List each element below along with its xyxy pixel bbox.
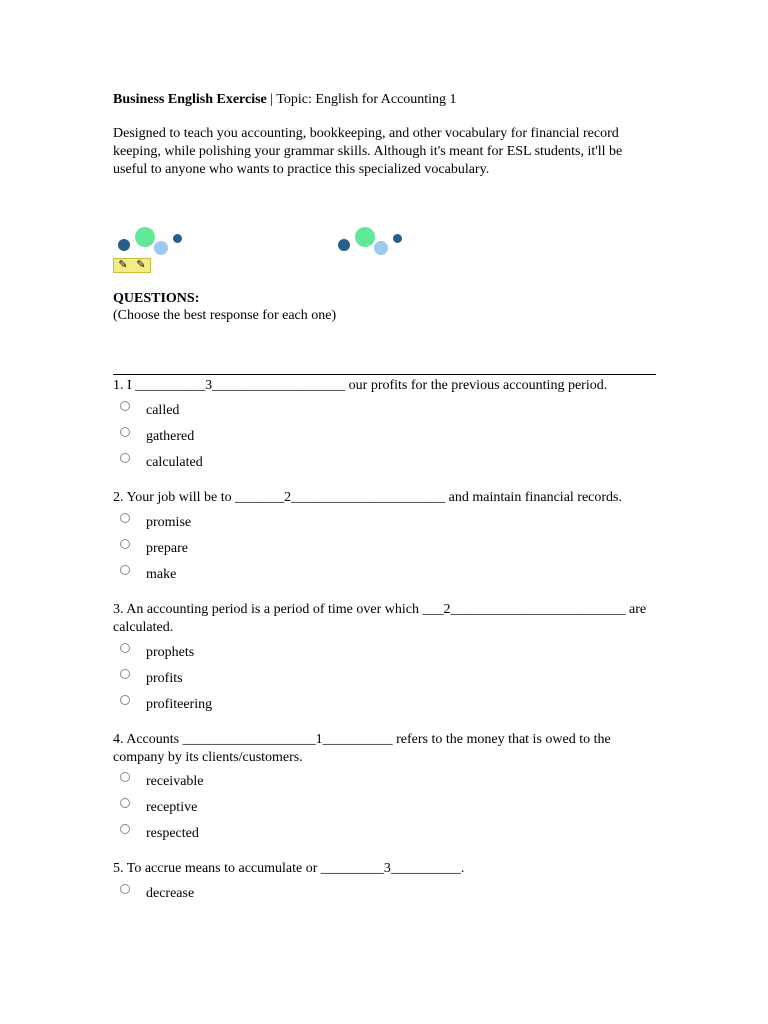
option-label: prophets xyxy=(146,645,195,660)
pencil-icon[interactable]: ✎ xyxy=(118,259,128,271)
dot-dark xyxy=(118,239,130,251)
radio-button[interactable] xyxy=(120,427,130,437)
radio-button[interactable] xyxy=(120,772,130,782)
option-label: called xyxy=(146,403,180,418)
dot-small xyxy=(393,234,402,243)
option-3-2[interactable] xyxy=(120,668,183,688)
title-topic: Topic: English for Accounting 1 xyxy=(276,92,457,107)
radio-button[interactable] xyxy=(120,798,130,808)
option-1-3[interactable] xyxy=(120,452,203,472)
radio-button[interactable] xyxy=(120,884,130,894)
option-label: prepare xyxy=(146,541,188,556)
dot-light xyxy=(154,241,168,255)
radio-button[interactable] xyxy=(120,643,130,653)
option-3-3[interactable] xyxy=(120,694,213,714)
option-2-1[interactable] xyxy=(120,512,192,532)
exercise-title xyxy=(113,92,457,108)
option-4-2[interactable] xyxy=(120,797,198,817)
option-4-1[interactable] xyxy=(120,771,204,791)
dot-green xyxy=(135,227,155,247)
option-4-3[interactable] xyxy=(120,823,199,843)
edit-icon-bar[interactable] xyxy=(113,258,151,273)
radio-button[interactable] xyxy=(120,539,130,549)
radio-button[interactable] xyxy=(120,513,130,523)
option-label: make xyxy=(146,567,177,582)
title-separator: | xyxy=(266,92,277,107)
option-label: gathered xyxy=(146,429,195,444)
question-4: 4. Accounts ___________________1__________ refers to the money that is owed to the company by its clients/customers. xyxy=(113,732,611,765)
question-1: 1. I __________3___________________ our profits for the previous accounting period. xyxy=(113,378,608,393)
option-2-3[interactable] xyxy=(120,564,177,584)
question-5: 5. To accrue means to accumulate or _________3__________. xyxy=(113,861,465,876)
option-1-1[interactable] xyxy=(120,400,180,420)
question-2: 2. Your job will be to _______2______________________ and maintain financial records. xyxy=(113,490,622,505)
pencil-icon[interactable]: ✎ xyxy=(136,259,146,271)
questions-instruction: (Choose the best response for each one) xyxy=(113,308,337,323)
option-1-2[interactable] xyxy=(120,426,195,446)
radio-button[interactable] xyxy=(120,453,130,463)
option-label: decrease xyxy=(146,886,195,901)
decorative-dots-right xyxy=(333,226,413,262)
option-3-1[interactable] xyxy=(120,642,195,662)
radio-button[interactable] xyxy=(120,669,130,679)
dot-small xyxy=(173,234,182,243)
option-label: calculated xyxy=(146,455,203,470)
decorative-dots-left xyxy=(113,226,193,262)
radio-button[interactable] xyxy=(120,824,130,834)
question-3: 3. An accounting period is a period of time over which ___2_________________________ are calculated. xyxy=(113,602,647,635)
dot-light xyxy=(374,241,388,255)
option-2-2[interactable] xyxy=(120,538,188,558)
option-5-1[interactable] xyxy=(120,883,195,903)
questions-heading: QUESTIONS: xyxy=(113,291,200,306)
divider xyxy=(113,374,656,375)
option-label: receivable xyxy=(146,774,204,789)
radio-button[interactable] xyxy=(120,401,130,411)
intro-paragraph: Designed to teach you accounting, bookkeeping, and other vocabulary for financial record keeping, while polishing your grammar skills. Although it's meant for ESL students, it'll be useful to anyone who wants to practice this specialized vocabulary. xyxy=(113,126,623,177)
option-label: respected xyxy=(146,826,199,841)
option-label: profits xyxy=(146,671,183,686)
dot-dark xyxy=(338,239,350,251)
radio-button[interactable] xyxy=(120,695,130,705)
option-label: receptive xyxy=(146,800,198,815)
radio-button[interactable] xyxy=(120,565,130,575)
dot-green xyxy=(355,227,375,247)
option-label: promise xyxy=(146,515,192,530)
option-label: profiteering xyxy=(146,697,213,712)
title-bold: Business English Exercise xyxy=(113,92,267,107)
